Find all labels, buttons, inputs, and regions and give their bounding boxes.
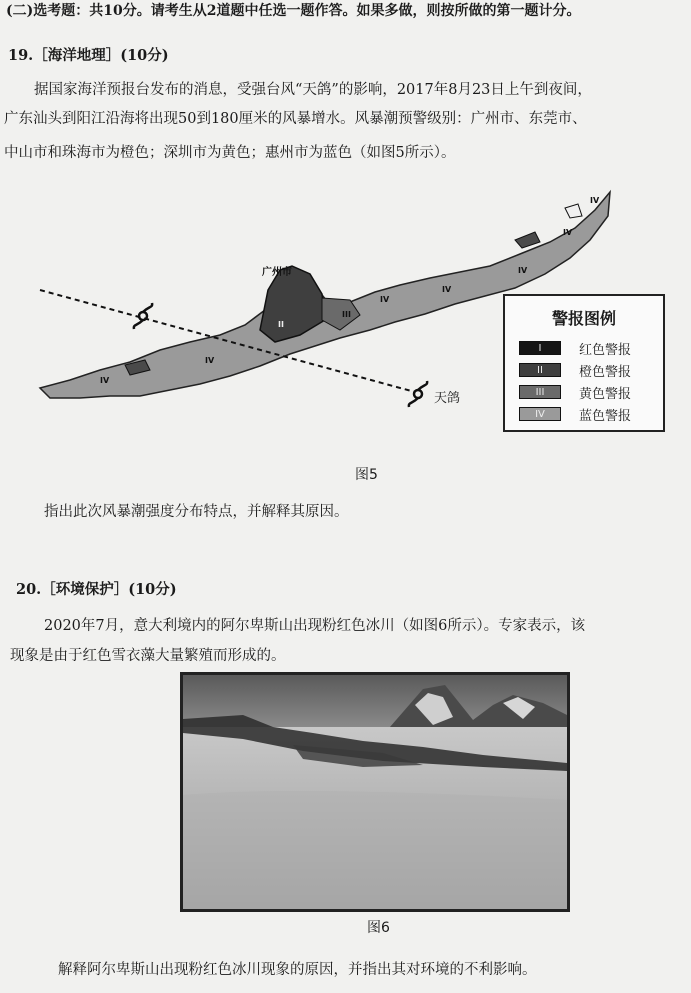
glacier-photo-image xyxy=(183,675,567,909)
legend-label: 橙色警报 xyxy=(579,364,632,380)
island xyxy=(515,232,540,248)
legend-item xyxy=(519,384,631,400)
glacier-photo xyxy=(180,672,570,912)
typhoon-label: 天鸽 xyxy=(434,391,461,406)
q20-paragraph-line: 现象是由于红色雪衣藻大量繁殖而形成的。 xyxy=(10,648,286,664)
legend-label: 蓝色警报 xyxy=(579,408,632,424)
region-mark: III xyxy=(342,310,351,319)
region-mark: IV xyxy=(563,228,573,237)
legend-item xyxy=(519,362,631,378)
q19-paragraph-line: 广东汕头到阳江沿海将出现50到180厘米的风暴增水。风暴潮预警级别：广州市、东莞市、 xyxy=(4,111,587,127)
region-mark: IV xyxy=(205,356,215,365)
city-label-guangzhou: 广州市 xyxy=(262,267,292,278)
q19-title: 19.［海洋地理］(10分) xyxy=(8,47,169,64)
legend-swatch: II xyxy=(519,363,561,377)
region-mark: IV xyxy=(100,376,110,385)
q20-question: 解释阿尔卑斯山出现粉红色冰川现象的原因，并指出其对环境的不利影响。 xyxy=(58,962,537,978)
region-mark: IV xyxy=(518,266,528,275)
island xyxy=(565,204,582,218)
legend-item xyxy=(519,340,631,356)
region-mark: IV xyxy=(590,196,600,205)
figure-6-caption: 图6 xyxy=(367,920,390,936)
region-mark: II xyxy=(278,320,284,329)
legend-swatch: IV xyxy=(519,407,561,421)
q19-paragraph-line: 中山市和珠海市为橙色；深圳市为黄色；惠州市为蓝色（如图5所示）。 xyxy=(4,145,456,161)
q19-question: 指出此次风暴潮强度分布特点，并解释其原因。 xyxy=(44,504,349,520)
map-legend xyxy=(503,294,665,432)
legend-title: 警报图例 xyxy=(551,309,616,328)
q20-paragraph-line: 2020年7月，意大利境内的阿尔卑斯山出现粉红色冰川（如图6所示）。专家表示，该 xyxy=(44,618,586,634)
q20-title: 20.［环境保护］(10分) xyxy=(16,581,177,598)
typhoon-symbol-east xyxy=(409,381,427,407)
legend-label: 黄色警报 xyxy=(579,386,632,402)
section-heading: (二)选考题：共10分。请考生从2道题中任选一题作答。如果多做，则按所做的第一题计分。 xyxy=(6,3,581,19)
legend-swatch: I xyxy=(519,341,561,355)
region-mark: IV xyxy=(380,295,390,304)
region-mark: IV xyxy=(442,285,452,294)
q19-paragraph-line: 据国家海洋预报台发布的消息，受强台风“天鸽”的影响，2017年8月23日上午到夜间， xyxy=(34,82,592,98)
legend-swatch: III xyxy=(519,385,561,399)
legend-item xyxy=(519,406,631,422)
legend-label: 红色警报 xyxy=(579,342,632,358)
figure-5-caption: 图5 xyxy=(355,467,378,483)
